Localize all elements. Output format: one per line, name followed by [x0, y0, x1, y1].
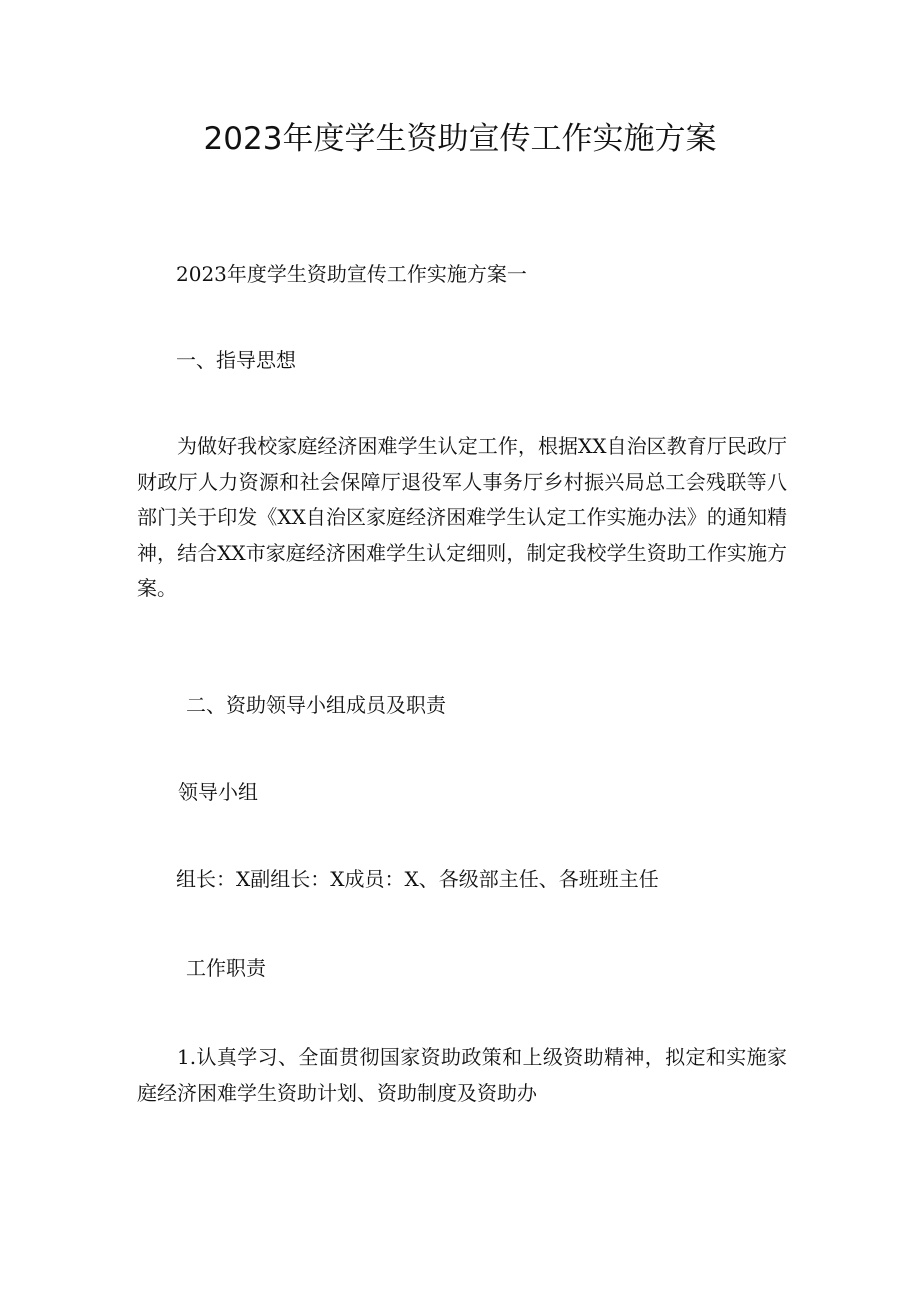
document-subtitle: 2023年度学生资助宣传工作实施方案一	[176, 262, 527, 286]
members-line: 组长：X副组长：X成员：X、各级部主任、各班班主任	[176, 867, 659, 891]
section-heading-guiding-ideology: 一、指导思想	[176, 348, 296, 372]
leadership-group-label: 领导小组	[178, 780, 258, 804]
section-heading-leadership-group: 二、资助领导小组成员及职责	[186, 693, 446, 717]
duty-item-1: 1.认真学习、全面贯彻国家资助政策和上级资助精神，拟定和实施家庭经济困难学生资助计划、资助制度及资助办	[137, 1045, 787, 1105]
guiding-ideology-paragraph: 为做好我校家庭经济困难学生认定工作，根据XX自治区教育厅民政厅财政厅人力资源和社会保障厅退役军人事务厅乡村振兴局总工会残联等八部门关于印发《XX自治区家庭经济困难学生认定工作实施办法》的通知精神，结合XX市家庭经济困难学生认定细则，制定我校学生资助工作实施方案。	[137, 434, 787, 601]
document-title: 2023年度学生资助宣传工作实施方案	[203, 121, 717, 157]
duties-label: 工作职责	[186, 956, 266, 980]
